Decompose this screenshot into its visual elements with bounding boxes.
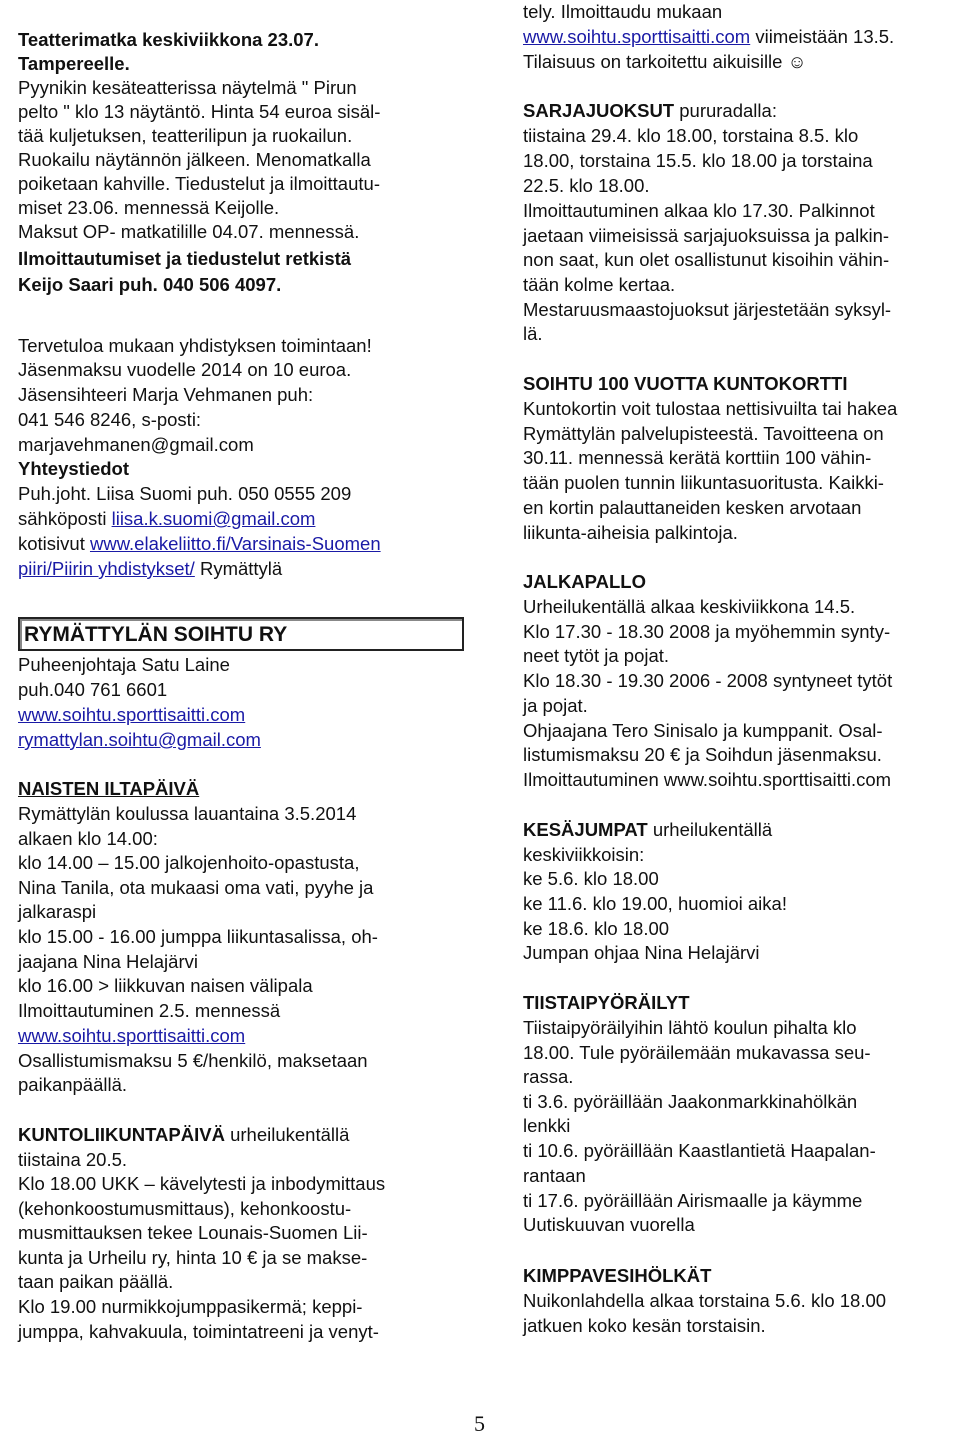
kunto-line: musmittauksen tekee Lounais-Suomen Lii- <box>18 1222 368 1243</box>
sarja-heading-row <box>523 99 777 123</box>
contacts-web-suffix: Rymättylä <box>194 558 283 579</box>
tiistai-line: Tiistaipyöräilyihin lähtö koulun pihalta klo <box>523 1017 857 1038</box>
theatre-line: miset 23.06. mennessä Keijolle. <box>18 197 280 218</box>
kimppa-heading: KIMPPAVESIHÖLKÄT <box>523 1265 712 1286</box>
soihtu-line: 30.11. mennessä kerätä korttiin 100 vähin- <box>523 447 872 468</box>
theatre-contact: Ilmoittautumiset ja tiedustelut retkistä <box>18 248 352 269</box>
jalka-line: ja pojat. <box>523 695 588 716</box>
intro-line: tely. Ilmoittaudu mukaan <box>523 1 723 22</box>
tiistai-line: Uutiskuuvan vuorella <box>523 1214 695 1235</box>
soihtu-heading: SOIHTU 100 VUOTTA KUNTOKORTTI <box>523 373 848 394</box>
kunto-heading-suffix: urheilukentällä <box>224 1124 350 1145</box>
women-line: klo 15.00 - 16.00 jumppa liikuntasalissa, oh- <box>18 926 378 947</box>
theatre-contact-phone: Keijo Saari puh. 040 506 4097. <box>18 274 282 295</box>
contacts-web-link[interactable]: www.elakeliitto.fi/Varsinais-Suomen <box>89 533 381 554</box>
kunto-line: (kehonkoostumusmittaus), kehonkoostu- <box>18 1198 352 1219</box>
sarja-line: lä. <box>523 323 543 344</box>
women-heading <box>18 777 199 801</box>
tiistai-line: ti 3.6. pyöräillään Jaakonmarkkinahölkän <box>523 1091 858 1112</box>
kunto-line: taan paikan päällä. <box>18 1271 174 1292</box>
women-line: jaajana Nina Helajärvi <box>18 951 198 972</box>
jalka-line: Ilmoittautuminen www.soihtu.sporttisaitti.com <box>523 769 892 790</box>
kesa-line: ke 18.6. klo 18.00 <box>523 918 670 939</box>
sarja-line: tään kolme kertaa. <box>523 274 676 295</box>
theatre-line: Ruokailu näytännön jälkeen. Menomatkalla <box>18 149 371 170</box>
soihtu-line: en kortin palauttaneiden kesken arvotaan <box>523 497 862 518</box>
jalka-line: neet tytöt ja pojat. <box>523 645 670 666</box>
welcome-line: Jäsenmaksu vuodelle 2014 on 10 euroa. <box>18 359 352 380</box>
sarja-line: tiistaina 29.4. klo 18.00, torstaina 8.5. klo <box>523 125 859 146</box>
kesa-line: ke 5.6. klo 18.00 <box>523 868 659 889</box>
theatre-line: Maksut OP- matkatilille 04.07. mennessä. <box>18 221 360 242</box>
soihtu-line: Rymättylän palvelupisteestä. Tavoitteena on <box>523 423 884 444</box>
women-fee: paikanpäällä. <box>18 1074 128 1095</box>
sarja-line: 22.5. klo 18.00. <box>523 175 650 196</box>
kimppa-line: Nuikonlahdella alkaa torstaina 5.6. klo 18.00 <box>523 1290 887 1311</box>
women-line: jalkaraspi <box>18 901 97 922</box>
intro-line: Tilaisuus on tarkoitettu aikuisille ☺ <box>523 51 807 72</box>
welcome-line: marjavehmanen@gmail.com <box>18 434 254 455</box>
jalka-line: Ohjaajana Tero Sinisalo ja kumppanit. Osal- <box>523 720 883 741</box>
kesa-line: keskiviikkoisin: <box>523 844 645 865</box>
kesa-heading-row <box>523 818 772 842</box>
kunto-line: kunta ja Urheilu ry, hinta 10 € ja se makse- <box>18 1247 368 1268</box>
page-number: 5 <box>474 1411 485 1436</box>
kesa-line: Jumpan ohjaa Nina Helajärvi <box>523 942 760 963</box>
theatre-line: poiketaan kahville. Tiedustelut ja ilmoittautu- <box>18 173 380 194</box>
contacts-web-row <box>18 532 381 556</box>
jalka-line: Klo 18.30 - 19.30 2006 - 2008 syntyneet tytöt <box>523 670 893 691</box>
theatre-title-2: Tampereelle. <box>18 53 130 74</box>
kesa-heading-suffix: urheilukentällä <box>647 819 773 840</box>
women-line: klo 16.00 > liikkuvan naisen välipala <box>18 975 313 996</box>
women-web-link[interactable]: www.soihtu.sporttisaitti.com <box>18 1025 246 1046</box>
tiistai-line: rassa. <box>523 1066 574 1087</box>
soihtu-line: liikunta-aiheisia palkintoja. <box>523 522 738 543</box>
jalka-line: Klo 17.30 - 18.30 2008 ja myöhemmin synty- <box>523 621 891 642</box>
sarja-line: Mestaruusmaastojuoksut järjestetään syksyl- <box>523 299 892 320</box>
kunto-heading: KUNTOLIIKUNTAPÄIVÄ <box>18 1124 225 1145</box>
kunto-line: jumppa, kahvakuula, toimintatreeni ja venyt- <box>18 1321 379 1342</box>
contacts-email-label: sähköposti <box>18 508 112 529</box>
women-fee: Osallistumismaksu 5 €/henkilö, maksetaan <box>18 1050 368 1071</box>
sarja-line: jaetaan viimeisissä sarjajuoksuissa ja palkin- <box>523 225 890 246</box>
contacts-email-row <box>18 507 315 531</box>
sarja-line: non saat, kun olet osallistunut kisoihin vähin- <box>523 249 890 270</box>
club-title-box <box>18 617 464 651</box>
welcome-line: 041 546 8246, s-posti: <box>18 409 202 430</box>
soihtu-line: Kuntokortin voit tulostaa nettisivuilta tai hakea <box>523 398 898 419</box>
sarja-line: Ilmoittautuminen alkaa klo 17.30. Palkinnot <box>523 200 875 221</box>
club-title: RYMÄTTYLÄN SOIHTU RY <box>24 623 288 646</box>
kunto-line: Klo 19.00 nurmikkojumppasikermä; keppi- <box>18 1296 363 1317</box>
theatre-title: Teatterimatka keskiviikkona 23.07. <box>18 29 319 50</box>
kunto-line: tiistaina 20.5. <box>18 1149 128 1170</box>
contacts-web-link-2[interactable]: piiri/Piirin yhdistykset/ <box>18 558 195 579</box>
tiistai-line: lenkki <box>523 1115 571 1136</box>
women-line: klo 14.00 – 15.00 jalkojenhoito-opastusta, <box>18 852 360 873</box>
sarja-heading-suffix: pururadalla: <box>674 100 777 121</box>
contacts-phone: Puh.joht. Liisa Suomi puh. 050 0555 209 <box>18 483 352 504</box>
sarja-line: 18.00, torstaina 15.5. klo 18.00 ja torstaina <box>523 150 873 171</box>
kunto-heading-row <box>18 1123 349 1147</box>
tiistai-line: ti 17.6. pyöräillään Airismaalle ja käymme <box>523 1190 863 1211</box>
intro-web-link[interactable]: www.soihtu.sporttisaitti.com <box>523 26 751 47</box>
welcome-line: Jäsensihteeri Marja Vehmanen puh: <box>18 384 314 405</box>
intro-web-suffix: viimeistään 13.5. <box>750 26 895 47</box>
women-heading-text: NAISTEN ILTAPÄIVÄ <box>18 778 200 799</box>
contacts-email-link[interactable]: liisa.k.suomi@gmail.com <box>111 508 316 529</box>
contacts-web-label: kotisivut <box>18 533 90 554</box>
women-line: Ilmoittautuminen 2.5. mennessä <box>18 1000 281 1021</box>
tiistai-line: ti 10.6. pyöräillään Kaastlantietä Haapalan- <box>523 1140 876 1161</box>
jalka-heading: JALKAPALLO <box>523 571 646 592</box>
soihtu-line: tään puolen tunnin liikuntasuoritusta. Kaikki- <box>523 472 884 493</box>
theatre-line: Pyynikin kesäteatterissa näytelmä " Pirun <box>18 77 357 98</box>
club-phone: puh.040 761 6601 <box>18 679 168 700</box>
contacts-heading: Yhteystiedot <box>18 458 130 479</box>
women-line: Rymättylän koulussa lauantaina 3.5.2014 <box>18 803 357 824</box>
kunto-line: Klo 18.00 UKK – kävelytesti ja inbodymittaus <box>18 1173 386 1194</box>
club-email-link[interactable]: rymattylan.soihtu@gmail.com <box>18 729 261 750</box>
contacts-web-row-2 <box>18 557 282 581</box>
women-line: alkaen klo 14.00: <box>18 828 158 849</box>
kimppa-line: jatkuen koko kesän torstaisin. <box>523 1315 766 1336</box>
jalka-line: listumismaksu 20 € ja Soihdun jäsenmaksu. <box>523 744 882 765</box>
tiistai-line: 18.00. Tule pyöräilemään mukavassa seu- <box>523 1042 871 1063</box>
kesa-line: ke 11.6. klo 19.00, huomioi aika! <box>523 893 787 914</box>
women-line: Nina Tanila, ota mukaasi oma vati, pyyhe ja <box>18 877 374 898</box>
theatre-line: tää kuljetuksen, teatterilipun ja ruokailun. <box>18 125 353 146</box>
jalka-line: Urheilukentällä alkaa keskiviikkona 14.5. <box>523 596 856 617</box>
club-web-link[interactable]: www.soihtu.sporttisaitti.com <box>18 704 246 725</box>
intro-web-row <box>523 25 894 49</box>
sarja-heading: SARJAJUOKSUT <box>523 100 675 121</box>
welcome-line: Tervetuloa mukaan yhdistyksen toimintaan! <box>18 335 372 356</box>
theatre-line: pelto " klo 13 näytäntö. Hinta 54 euroa sisäl- <box>18 101 381 122</box>
kesa-heading: KESÄJUMPAT <box>523 819 648 840</box>
tiistai-line: rantaan <box>523 1165 586 1186</box>
tiistai-heading: TIISTAIPYÖRÄILYT <box>523 992 690 1013</box>
club-chair: Puheenjohtaja Satu Laine <box>18 654 230 675</box>
